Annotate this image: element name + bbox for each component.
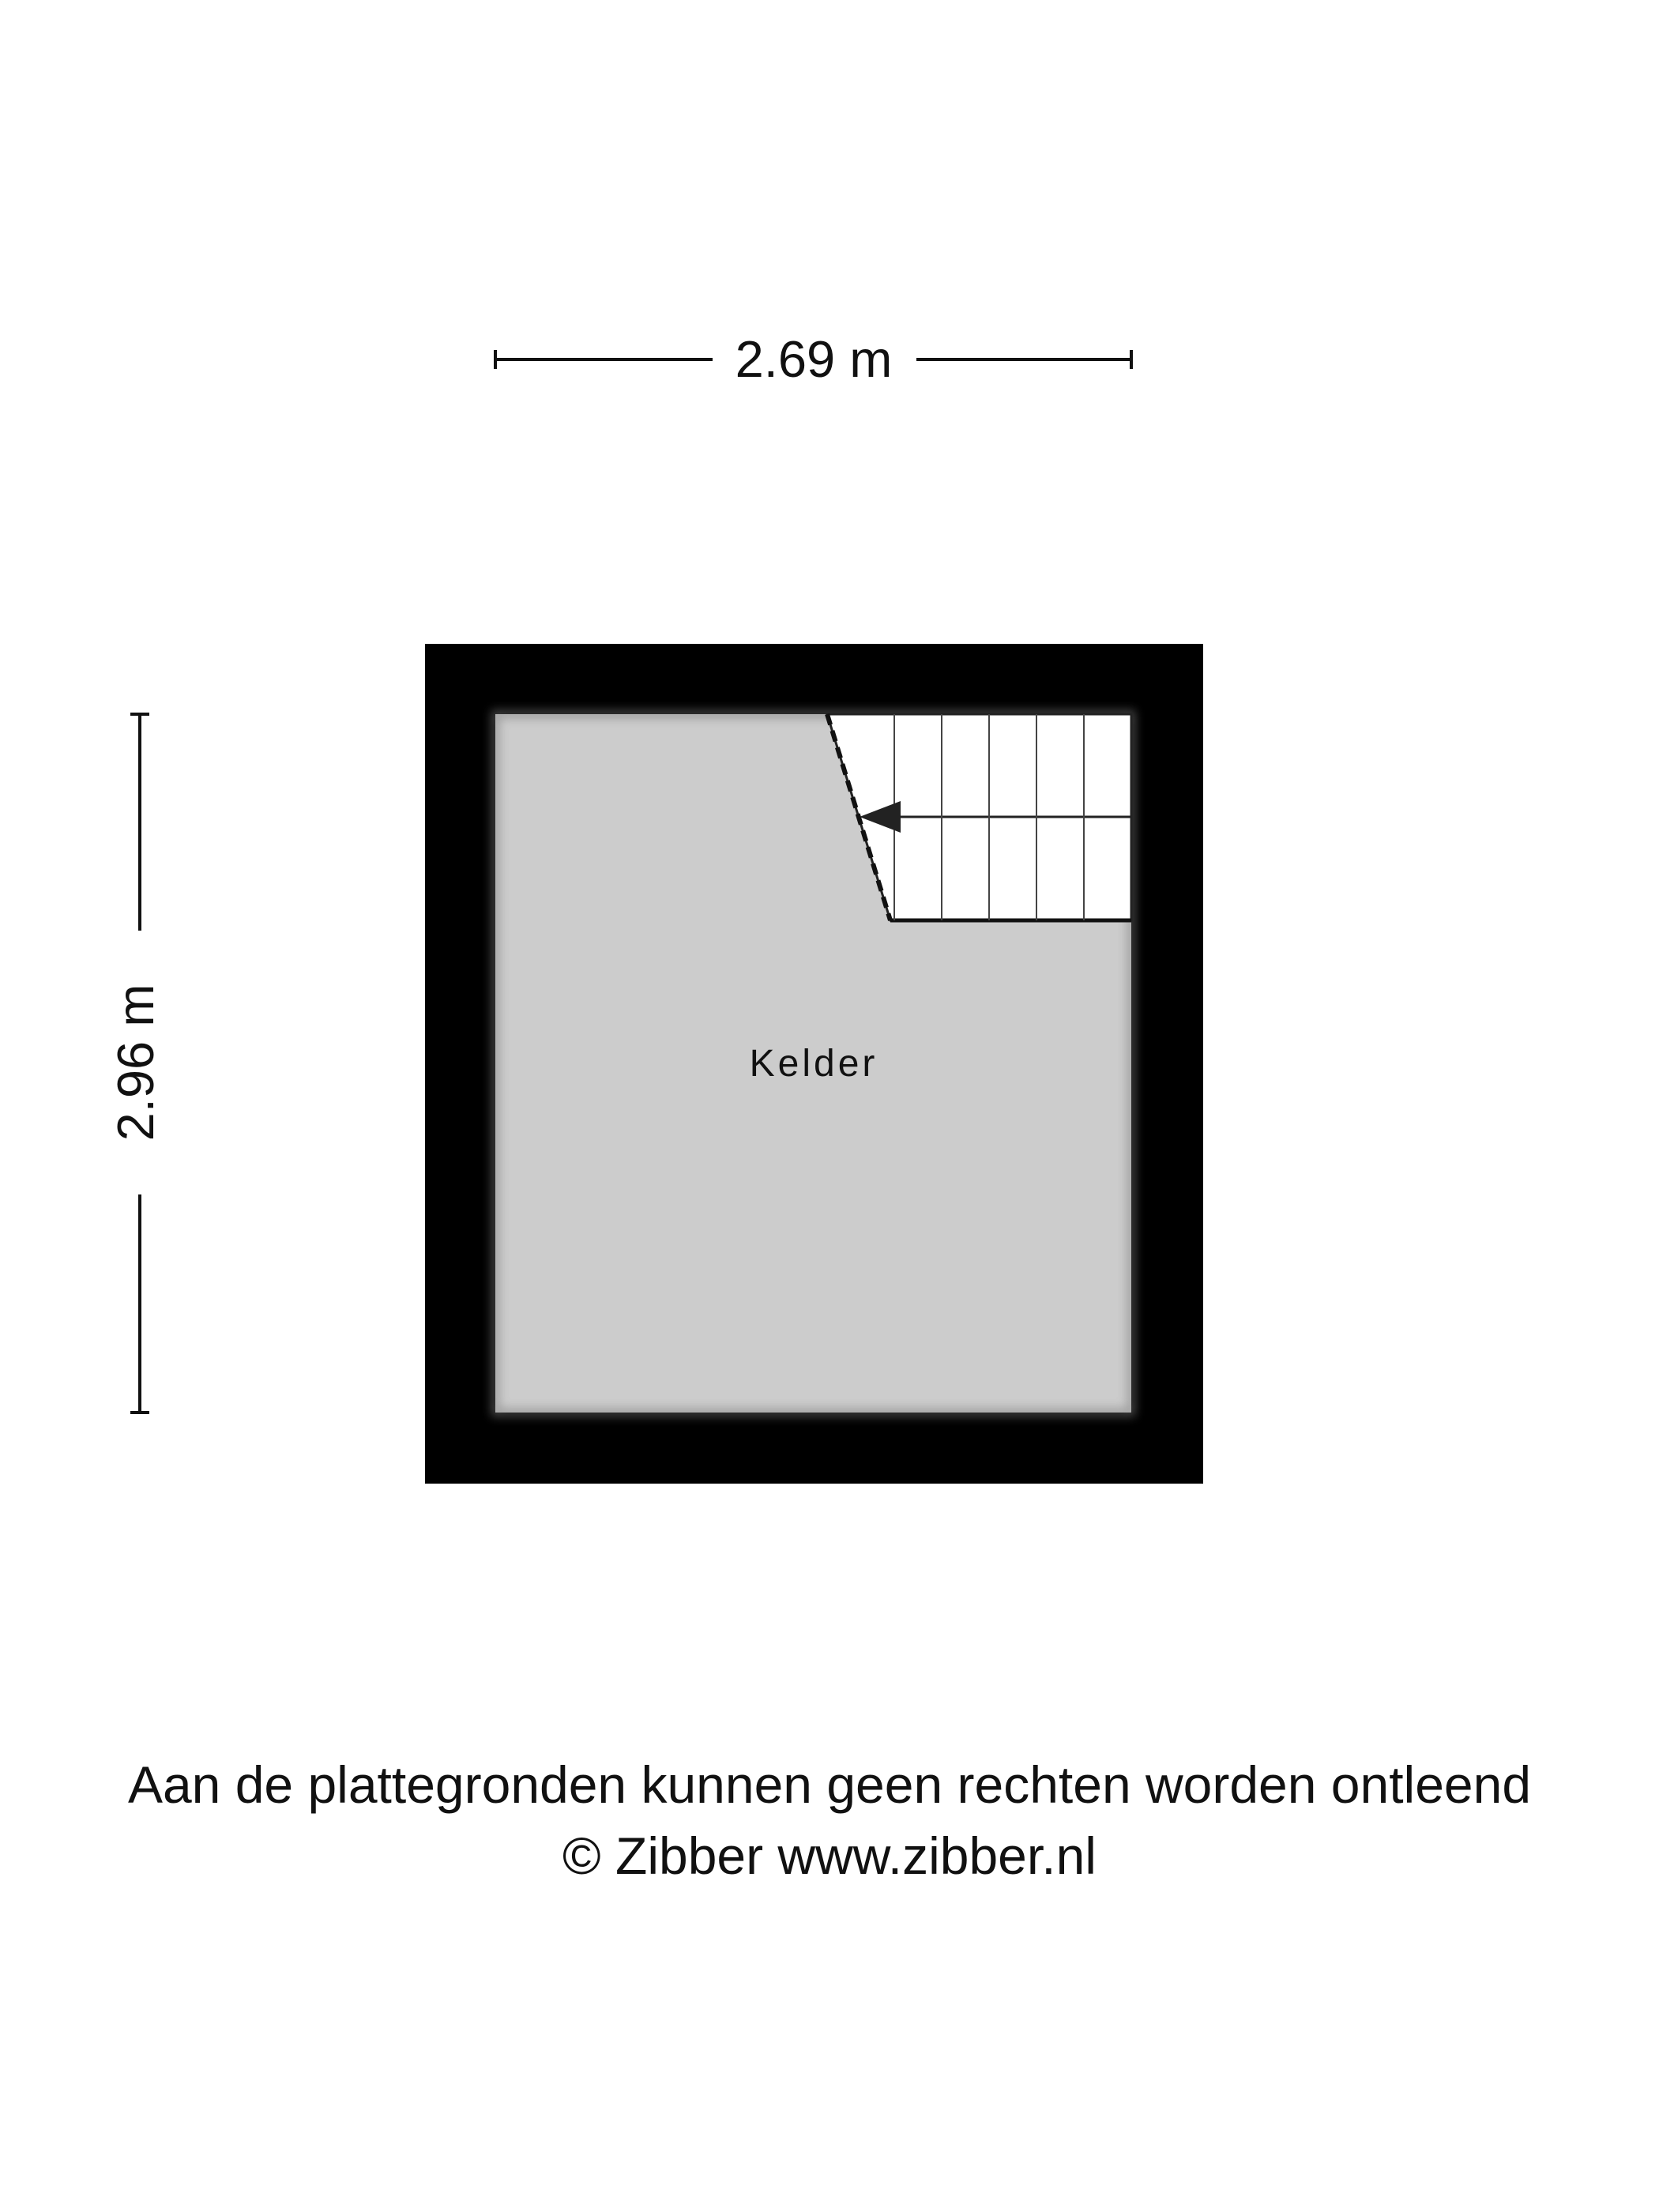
height-dimension-label: 2.96 m — [107, 984, 165, 1142]
height-dimension — [107, 714, 164, 1413]
width-dimension-label: 2.69 m — [735, 330, 893, 388]
disclaimer-text: Aan de plattegronden kunnen geen rechten worden ontleend — [127, 1755, 1532, 1814]
width-dimension — [495, 330, 1131, 388]
copyright-text: © Zibber www.zibber.nl — [562, 1826, 1097, 1885]
room-label: Kelder — [749, 1043, 878, 1085]
